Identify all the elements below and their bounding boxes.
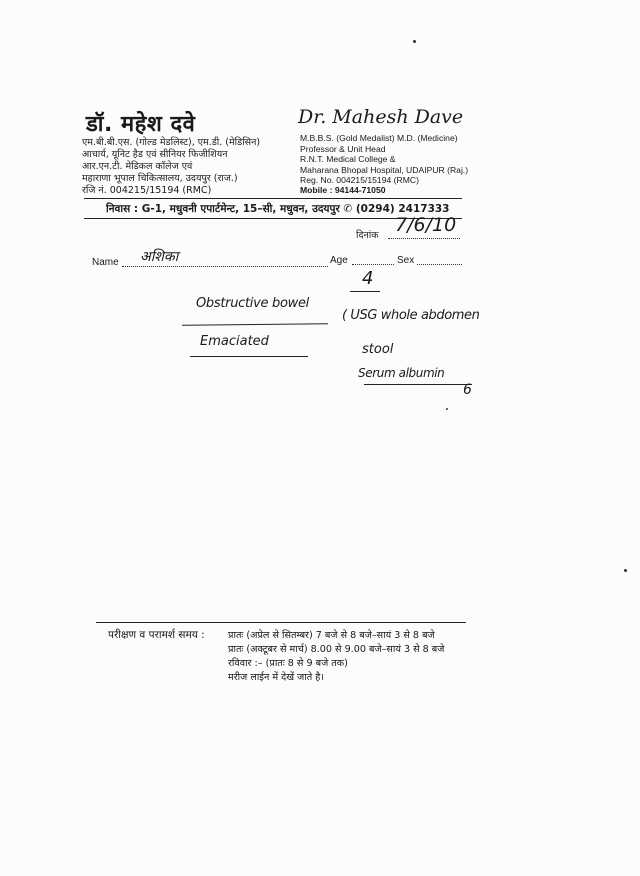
- sex-label: Sex: [397, 255, 415, 266]
- age-dotted-line: [352, 264, 394, 265]
- residence-address: निवास : G-1, मधुवनी एपार्टमेन्ट, 15–सी, मधुवन, उदयपुर ✆ (0294) 2417333: [106, 203, 450, 215]
- qualification-english: M.B.B.S. (Gold Medalist) M.D. (Medicine): [300, 133, 458, 143]
- date-dotted-line: [388, 238, 460, 239]
- age-underline: [350, 291, 380, 292]
- mobile-number: 94144-71050: [334, 185, 386, 195]
- designation-english: Professor & Unit Head: [300, 144, 386, 154]
- age-label: Age: [330, 255, 348, 266]
- mobile-label: Mobile :: [300, 185, 335, 195]
- college-english: R.N.T. Medical College &: [300, 154, 396, 164]
- registration-english: Reg. No. 004215/15194 (RMC): [300, 175, 419, 185]
- doctor-name-english: Dr. Mahesh Dave: [298, 106, 464, 128]
- scan-speck: [413, 40, 416, 43]
- doctor-name-hindi: डॉ. महेश दवे: [86, 112, 196, 137]
- handwritten-patient-name: अशिका: [140, 249, 179, 265]
- handwritten-test-3: Serum albumin: [358, 366, 445, 380]
- scan-speck: [624, 569, 627, 572]
- footer-rule: [96, 622, 466, 623]
- handwritten-diagnosis-2: Emaciated: [200, 334, 269, 349]
- timing-line-sunday: रविवार :– (प्रातः 8 से 9 बजे तक): [228, 658, 348, 669]
- hospital-english: Maharana Bhopal Hospital, UDAIPUR (Raj.): [300, 165, 469, 175]
- sex-dotted-line: [417, 264, 462, 265]
- name-label: Name: [92, 257, 119, 268]
- diagnosis-underline-2: [190, 356, 308, 357]
- handwritten-test-2: stool: [362, 342, 394, 357]
- date-label: दिनांक: [356, 230, 379, 241]
- scan-speck: [446, 408, 448, 410]
- timing-line-winter: प्रातः (अक्टूबर से मार्च) 8.00 से 9.00 बजे–सायं 3 से 8 बजे: [228, 644, 445, 655]
- handwritten-test-1: ( USG whole abdomen: [342, 308, 480, 323]
- handwritten-date: 7/6/10: [395, 214, 457, 236]
- handwritten-age: 4: [362, 268, 374, 289]
- qualification-hindi: एम.बी.बी.एस. (गोल्ड मेडलिस्ट), एम.डी. (मेडिसिन): [82, 137, 261, 148]
- name-dotted-line: [122, 266, 328, 267]
- college-hindi: आर.एन.टी. मेडिकल कॉलेज एवं: [82, 161, 193, 172]
- registration-hindi: रजि नं. 004215/15194 (RMC): [82, 185, 212, 196]
- handwritten-note: 6: [463, 382, 472, 398]
- handwritten-diagnosis-1: Obstructive bowel: [196, 296, 309, 311]
- diagnosis-underline-1: [182, 323, 328, 326]
- consultation-time-label: परीक्षण व परामर्श समय :: [108, 629, 205, 641]
- address-top-rule: [84, 198, 462, 199]
- designation-hindi: आचार्य, यूनिट हैड एवं सीनियर फिजीशियन: [82, 149, 228, 160]
- mobile-line: [300, 185, 386, 195]
- timing-line-summer: प्रातः (अप्रेल से सितम्बर) 7 बजे से 8 बजे–सायं 3 से 8 बजे: [228, 630, 435, 641]
- test-underline: [364, 384, 472, 385]
- queue-note: मरीज लाईन में देखें जाते है।: [228, 672, 325, 683]
- hospital-hindi: महाराणा भूपाल चिकित्सालय, उदयपुर (राज.): [82, 173, 238, 184]
